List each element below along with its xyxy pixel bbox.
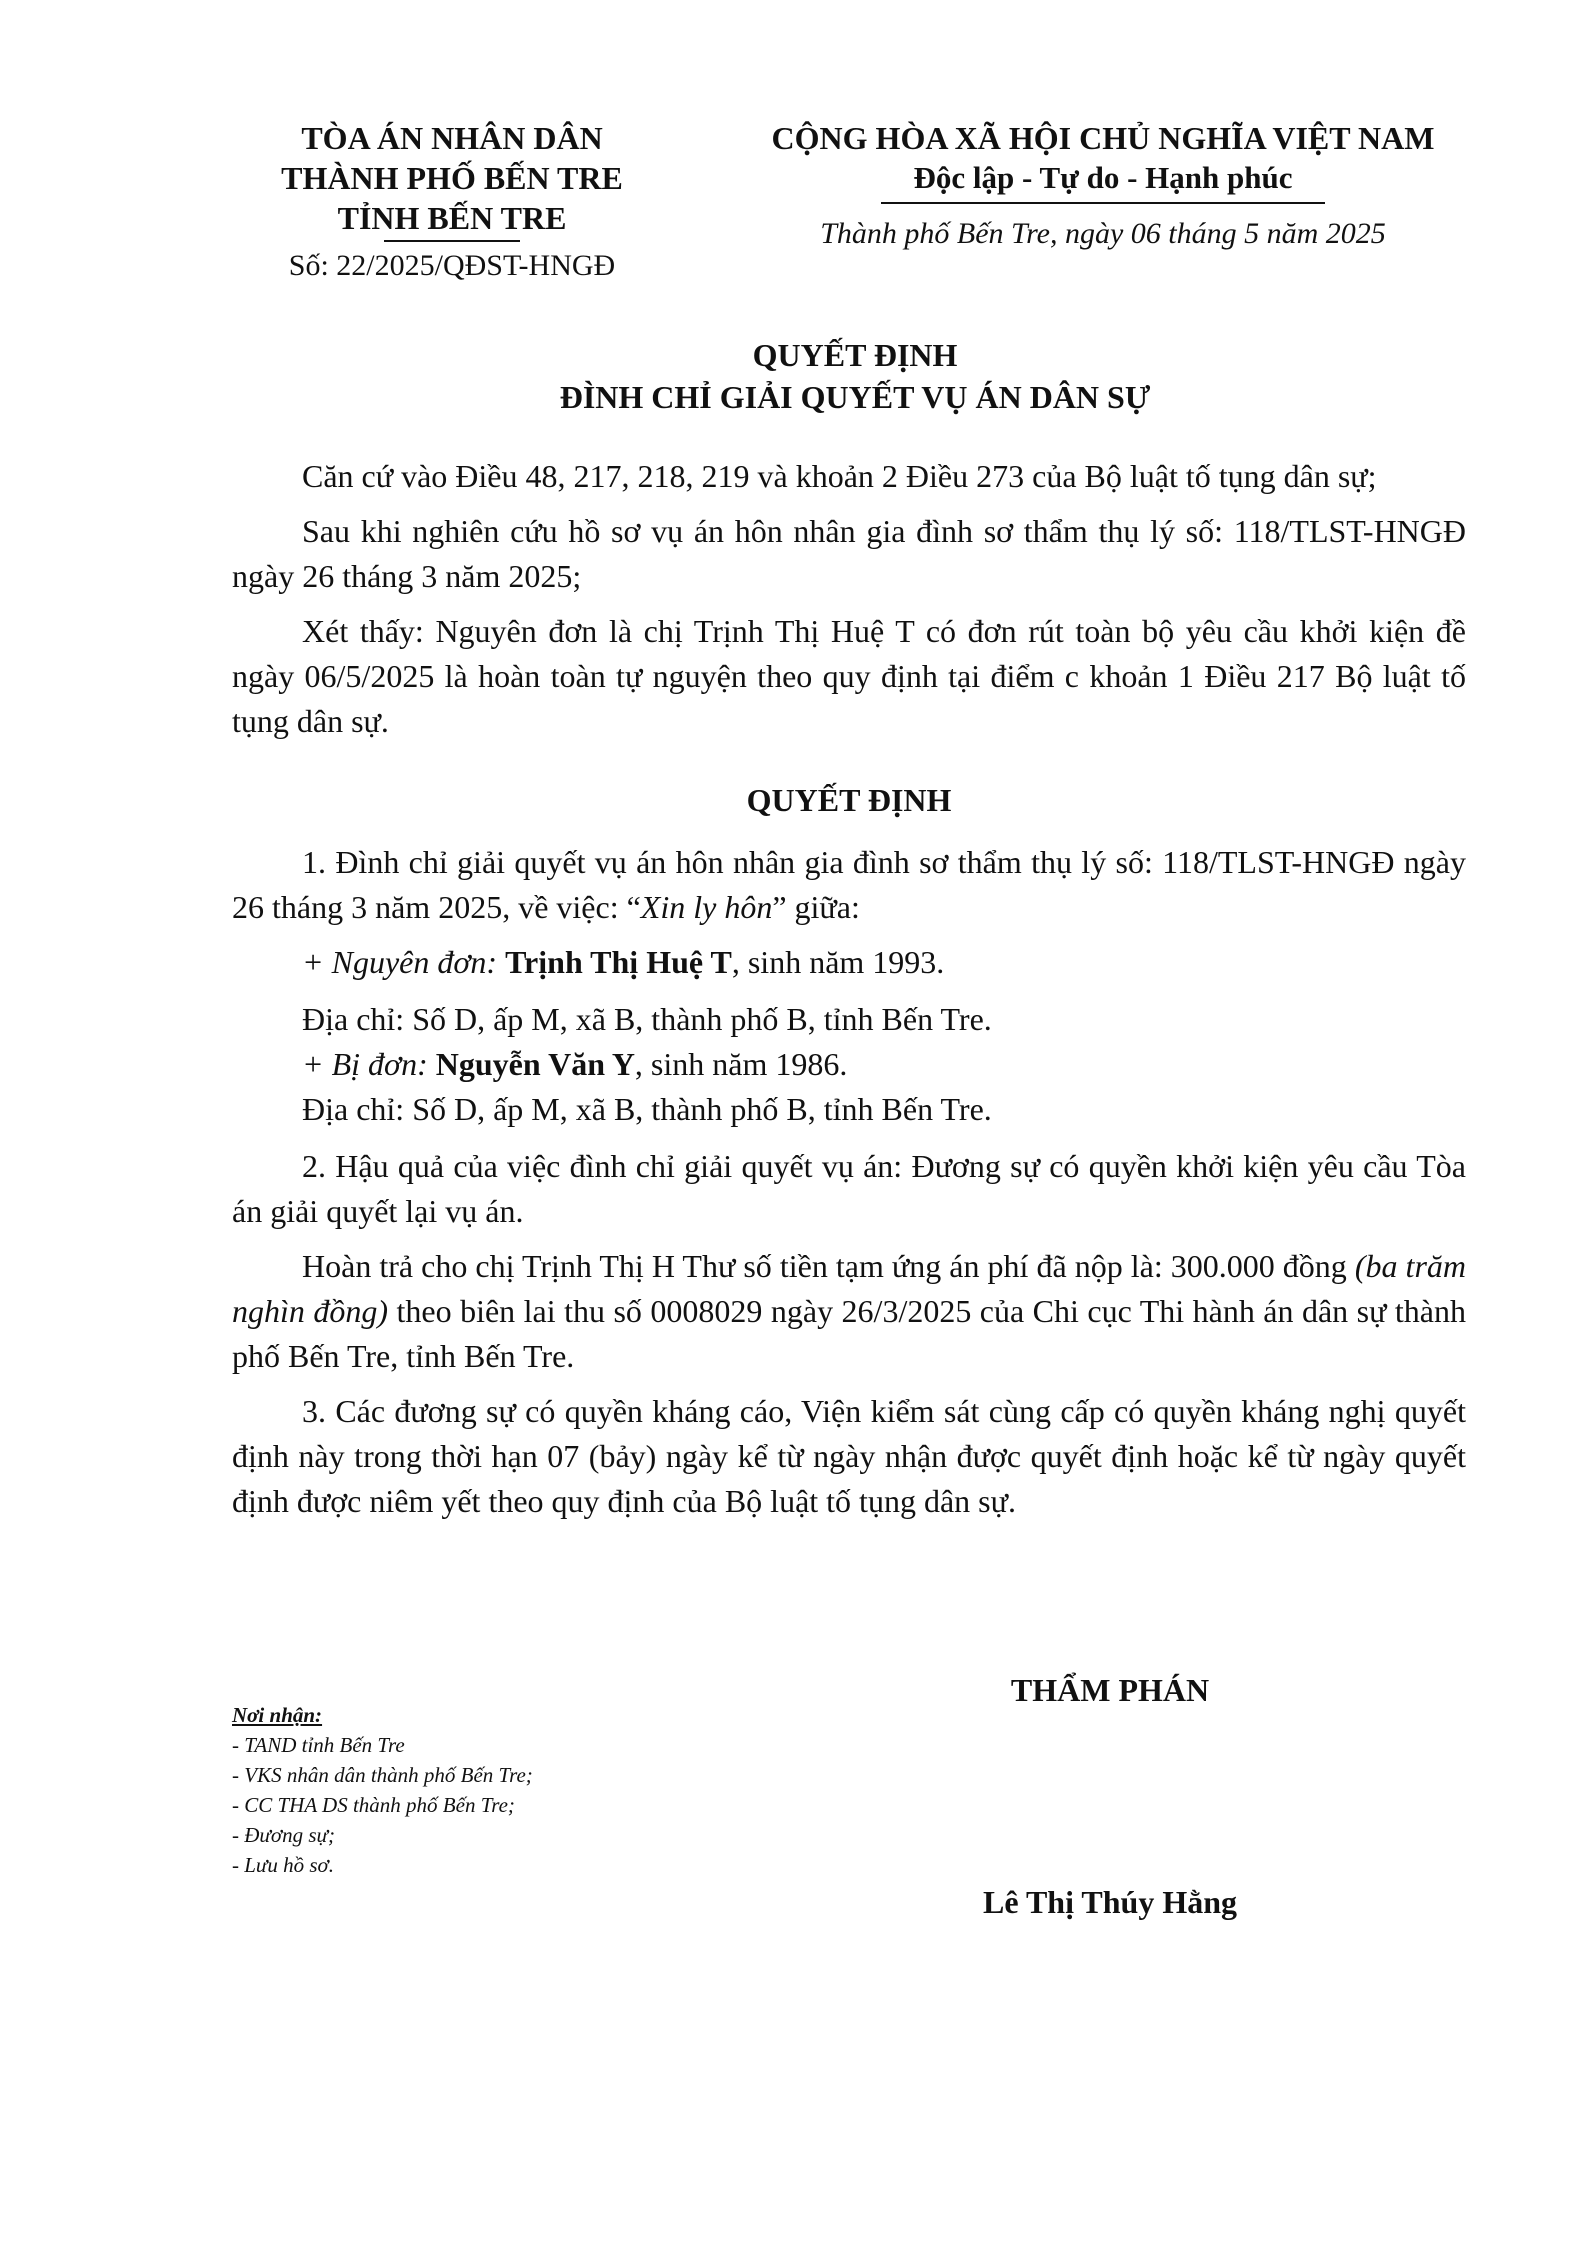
defendant-label: + Bị đơn: [302,1046,428,1082]
place-date: Thành phố Bến Tre, ngày 06 tháng 5 năm 2025 [820,217,1386,250]
motto-underline [881,202,1325,204]
plaintiff-line [232,940,1466,985]
recipient-item: - Lưu hồ sơ. [232,1853,335,1877]
defendant-address: Địa chỉ: Số D, ấp M, xã B, thành phố B, tỉnh Bến Tre. [302,1091,992,1127]
court-name-line1: TÒA ÁN NHÂN DÂN [301,120,603,156]
document-number: Số: 22/2025/QĐST-HNGĐ [288,249,616,282]
decision-heading: QUYẾT ĐỊNH [746,782,952,818]
recipient-item: - CC THA DS thành phố Bến Tre; [232,1793,515,1817]
document-title [230,334,1480,418]
recipient-item: - VKS nhân dân thành phố Bến Tre; [232,1763,533,1787]
preamble-case-review: Sau khi nghiên cứu hồ sơ vụ án hôn nhân gia đình sơ thẩm thụ lý số: 118/TLST-HNGĐ ngày 26 tháng 3 năm 2025; [232,513,1466,594]
defendant-birth: , sinh năm 1986. [634,1046,848,1082]
national-motto: Độc lập - Tự do - Hạnh phúc [913,160,1293,195]
decision-item-3: 3. Các đương sự có quyền kháng cáo, Viện kiểm sát cùng cấp có quyền kháng nghị quyết định này trong thời hạn 07 (bảy) ngày kể từ ngày nhận được quyết định hoặc kể từ ngày quyết định được niêm yết theo quy định của Bộ luật tố tụng dân sự. [232,1393,1466,1519]
decision-item-1 [232,840,1466,930]
plaintiff-label: + Nguyên đơn: [302,944,498,980]
defendant-name: Nguyễn Văn Y [435,1046,635,1082]
item1-prefix: 1. Đình chỉ giải quyết vụ án hôn nhân gia đình sơ thẩm thụ lý số: 118/TLST-HNGĐ ngày 26 tháng 3 năm 2025, về việc: “ [232,844,1466,925]
republic-name: CỘNG HÒA XÃ HỘI CHỦ NGHĨA VIỆT NAM [771,120,1435,156]
national-header [728,118,1478,254]
recipients-block [232,1700,533,1880]
plaintiff-address: Địa chỉ: Số D, ấp M, xã B, thành phố B, tỉnh Bến Tre. [302,1001,992,1037]
fee-refund [232,1244,1466,1379]
refund-amount-words: (ba trăm nghìn đồng) [232,1248,1467,1329]
spacer [232,985,1466,997]
plaintiff-name: Trịnh Thị Huệ T [505,944,732,980]
document-body [232,454,1466,1534]
document-title-line1: QUYẾT ĐỊNH [752,337,958,373]
decision-item-2: 2. Hậu quả của việc đình chỉ giải quyết vụ án: Đương sự có quyền khởi kiện yêu cầu Tòa án giải quyết lại vụ án. [232,1148,1466,1229]
court-name-line2: THÀNH PHỐ BẾN TRE [281,160,623,196]
defendant-line [232,1042,1466,1087]
plaintiff-birth: , sinh năm 1993. [731,944,945,980]
preamble-findings: Xét thấy: Nguyên đơn là chị Trịnh Thị Huệ T có đơn rút toàn bộ yêu cầu khởi kiện đề ngày 06/5/2025 là hoàn toàn tự nguyện theo quy định tại điểm c khoản 1 Điều 217 Bộ luật tố tụng dân sự. [232,613,1466,739]
court-header-underline [384,240,520,242]
spacer [232,1132,1466,1144]
signature-title: THẨM PHÁN [1010,1672,1210,1708]
recipient-item: - TAND tỉnh Bến Tre [232,1733,405,1757]
court-header [232,118,672,286]
case-type: Xin ly hôn [640,889,773,925]
item1-suffix: ” giữa: [772,889,860,925]
preamble-legal-basis: Căn cứ vào Điều 48, 217, 218, 219 và khoản 2 Điều 273 của Bộ luật tố tụng dân sự; [302,458,1377,494]
document-title-line2: ĐÌNH CHỈ GIẢI QUYẾT VỤ ÁN DÂN SỰ [559,379,1151,415]
court-name-line3: TỈNH BẾN TRE [337,200,567,236]
refund-prefix: Hoàn trả cho chị Trịnh Thị H Thư số tiền tạm ứng án phí đã nộp là: 300.000 đồng [302,1248,1355,1284]
refund-suffix: theo biên lai thu số 0008029 ngày 26/3/2025 của Chi cục Thi hành án dân sự thành phố Bến Tre, tỉnh Bến Tre. [232,1293,1467,1374]
recipient-item: - Đương sự; [232,1823,335,1847]
recipients-heading: Nơi nhận: [232,1703,323,1727]
signature-name: Lê Thị Thúy Hằng [982,1884,1238,1920]
